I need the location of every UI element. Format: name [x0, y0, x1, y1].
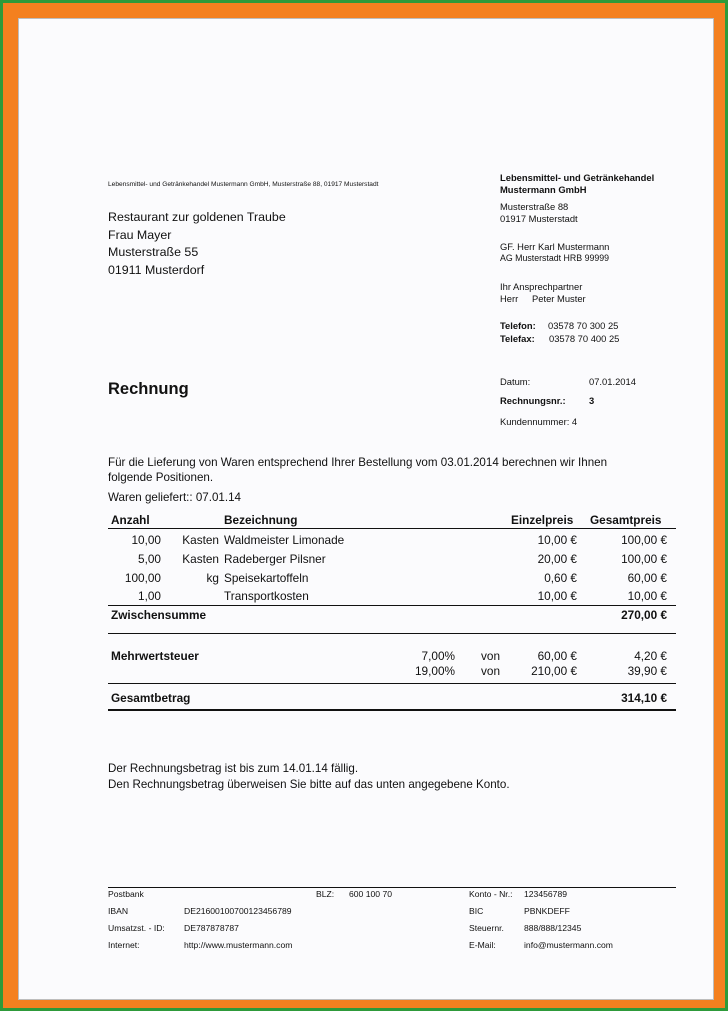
row-total: 100,00 € [621, 552, 667, 566]
phone-label: Telefon: [500, 320, 536, 331]
delivery-date: Waren geliefert:: 07.01.14 [108, 491, 241, 504]
footer-steuer: 888/888/12345 [524, 923, 582, 933]
row-total: 100,00 € [621, 533, 667, 547]
row-unit-price: 10,00 € [537, 533, 577, 547]
invoice-page [18, 18, 714, 1000]
footer-bic-label: BIC [469, 906, 484, 916]
recipient-line: Musterstraße 55 [108, 245, 199, 259]
company-name-line1: Lebensmittel- und Getränkehandel [500, 172, 655, 183]
intro-line: folgende Positionen. [108, 471, 214, 484]
vat-von: von [481, 664, 501, 678]
vat-rate: 19,00% [414, 664, 455, 678]
footer-blz-label: BLZ: [316, 889, 335, 899]
company-gf: GF. Herr Karl Mustermann [500, 241, 610, 252]
row-description: Radeberger Pilsner [224, 552, 326, 566]
fax-number: 03578 70 400 25 [549, 333, 620, 344]
grand-total-label: Gesamtbetrag [111, 691, 191, 705]
row-description: Speisekartoffeln [224, 571, 309, 585]
transfer-note: Den Rechnungsbetrag überweisen Sie bitte auf das unten angegebene Konto. [108, 778, 510, 791]
subtotal-value: 270,00 € [621, 608, 667, 622]
row-unit-type: Kasten [182, 533, 219, 547]
row-unit-price: 0,60 € [544, 571, 577, 585]
grand-total-value: 314,10 € [621, 691, 667, 705]
column-header-qty: Anzahl [111, 513, 150, 527]
row-description: Waldmeister Limonade [224, 533, 345, 547]
footer-ust: DE787878787 [184, 923, 239, 933]
footer-email-link[interactable]: info@mustermann.com [524, 940, 613, 950]
vat-rate: 7,00% [421, 649, 455, 663]
sender-line: Lebensmittel- und Getränkehandel Mustermann GmbH, Musterstraße 88, 01917 Musterstadt [108, 181, 379, 188]
footer-email-label: E-Mail: [469, 940, 496, 950]
row-unit-type: kg [206, 571, 219, 585]
invoice-number: 3 [589, 395, 595, 406]
company-name-line2: Mustermann GmbH [500, 184, 587, 195]
row-qty: 5,00 [138, 552, 161, 566]
vat-amount: 39,90 € [627, 664, 667, 678]
row-unit-price: 10,00 € [537, 589, 577, 603]
vat-amount: 4,20 € [634, 649, 667, 663]
contact-label: Ihr Ansprechpartner [500, 281, 583, 292]
page-frame [3, 3, 725, 1008]
vat-von: von [481, 649, 501, 663]
company-city: 01917 Musterstadt [500, 213, 578, 224]
row-total: 10,00 € [627, 589, 667, 603]
row-qty: 100,00 [124, 571, 161, 585]
column-header-total: Gesamtpreis [590, 513, 662, 527]
vat-base: 60,00 € [537, 649, 577, 663]
contact-name: Peter Muster [532, 293, 586, 304]
vat-label: Mehrwertsteuer [111, 649, 199, 663]
footer-bank: Postbank [108, 889, 144, 899]
footer-iban-label: IBAN [108, 906, 129, 916]
fax-label: Telefax: [500, 333, 535, 344]
rows-divider [108, 605, 676, 606]
footer-blz: 600 100 70 [349, 889, 393, 899]
company-register: AG Musterstadt HRB 99999 [500, 253, 610, 263]
invoice-number-label: Rechnungsnr.: [500, 395, 566, 406]
document-title: Rechnung [108, 380, 189, 398]
recipient-line: Restaurant zur goldenen Traube [108, 210, 286, 224]
row-unit-price: 20,00 € [537, 552, 577, 566]
vat-base: 210,00 € [531, 664, 577, 678]
subtotal-divider [108, 633, 676, 634]
grand-total-divider [108, 709, 676, 711]
footer-konto-label: Konto - Nr.: [469, 889, 513, 899]
contact-salutation: Herr [500, 293, 519, 304]
customer-number: Kundennummer: 4 [500, 416, 578, 427]
subtotal-label: Zwischensumme [111, 608, 207, 622]
footer-steuer-label: Steuernr. [469, 923, 504, 933]
footer-internet-label: Internet: [108, 940, 140, 950]
company-street: Musterstraße 88 [500, 201, 569, 212]
intro-line: Für die Lieferung von Waren entsprechend Ihrer Bestellung vom 03.01.2014 berechnen wir Ihnen [108, 456, 608, 469]
vat-divider [108, 683, 676, 684]
date-label: Datum: [500, 376, 531, 387]
payment-due-note: Der Rechnungsbetrag ist bis zum 14.01.14 fällig. [108, 762, 359, 775]
column-header-unit-price: Einzelpreis [511, 513, 574, 527]
invoice-date: 07.01.2014 [589, 376, 636, 387]
footer-internet-link[interactable]: http://www.mustermann.com [184, 940, 293, 950]
recipient-address [108, 209, 286, 279]
header-divider [108, 528, 676, 529]
row-total: 60,00 € [627, 571, 667, 585]
phone-number: 03578 70 300 25 [548, 320, 619, 331]
row-unit-type: Kasten [182, 552, 219, 566]
row-qty: 1,00 [138, 589, 161, 603]
row-description: Transportkosten [224, 589, 309, 603]
row-qty: 10,00 [131, 533, 161, 547]
recipient-line: 01911 Musterdorf [108, 262, 205, 277]
footer-ust-label: Umsatzst. - ID: [108, 923, 165, 933]
column-header-description: Bezeichnung [224, 513, 298, 527]
recipient-line: Frau Mayer [108, 227, 172, 242]
footer-bic: PBNKDEFF [524, 906, 570, 916]
footer-divider [108, 887, 676, 888]
footer-konto: 123456789 [524, 889, 568, 899]
footer-iban: DE21600100700123456789 [184, 906, 292, 916]
